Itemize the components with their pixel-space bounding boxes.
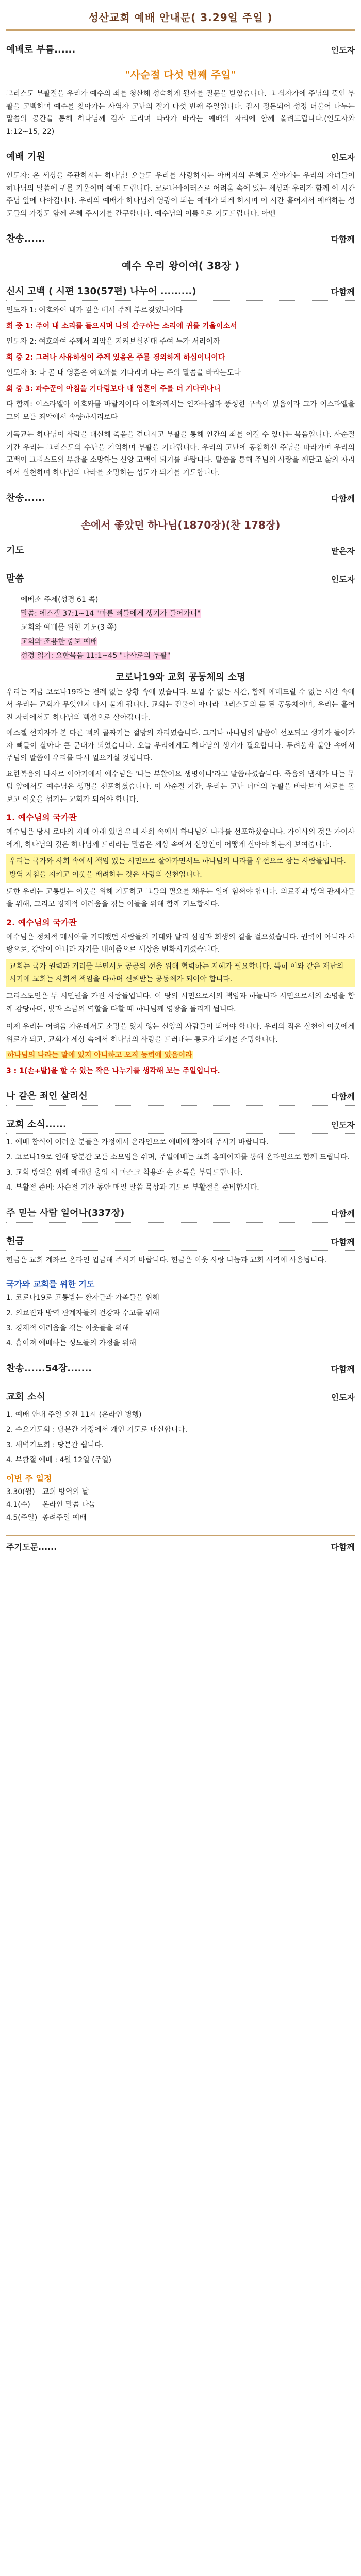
creed-title: 신시 고백 ( 시편 130(57편) 나누어 .........) xyxy=(6,286,196,297)
section-role: 다함께 xyxy=(331,287,355,297)
reading-item: 말씀: 에스겔 37:1~14 "마른 뼈들에게 생기가 들어가니" xyxy=(21,609,201,618)
section-title: 기도 xyxy=(6,545,24,556)
weekly-event: 교회 방역의 날 xyxy=(42,1487,89,1496)
closing-highlight: 하나님의 나라는 말에 있지 아니하고 오직 능력에 있음이라 xyxy=(7,1051,192,1060)
section-call xyxy=(6,42,355,138)
schedule-item: 3. 새벽기도회 : 당분간 쉽니다. xyxy=(6,1440,104,1449)
section-role: 다함께 xyxy=(331,1236,355,1247)
news-item: 1. 예배 참석이 어려운 분들은 가정에서 온라인으로 예배에 참여해 주시기 바랍니다. xyxy=(6,1138,269,1147)
sermon-paragraph: 에스겔 선지자가 본 마른 뼈의 골짜기는 절망의 자리였습니다. 그러나 하나님의 말씀이 선포되고 생기가 들어가자 뼈들이 살아나 큰 군대가 되었습니다. 오늘 우리에게도 하나님의 생기가 필요합니다. 두려움과 불안 속에서 주님의 말씀이 우리를 다시 일으키실 것입니다. xyxy=(6,729,355,763)
section-title: 말씀 xyxy=(6,573,24,584)
creed-line: 인도자 1: 여호와여 내가 깊은 데서 주께 부르짖었나이다 xyxy=(6,306,183,314)
section-hymn-e xyxy=(6,1361,355,1378)
section-role: 다함께 xyxy=(331,1364,355,1375)
point-paragraph: 또한 우리는 고통받는 이웃을 위해 기도하고 그들의 필요를 채우는 일에 힘써야 합니다. 의료진과 방역 관계자들을 위해, 그리고 경제적 어려움을 겪는 이들을 위해 함께 기도합시다. xyxy=(6,887,355,909)
section-role: 맡은자 xyxy=(331,546,355,556)
prayer-text: 인도자: 온 세상을 주관하시는 하나님! 오늘도 우리를 사랑하시는 아버지의 은혜로 살아가는 우리의 자녀들이 하나님의 말씀에 귀를 기울이며 예배 드립니다. 코로나바이러스로 어려움 속에 있는 세상과 우리가 함께 이 시간 주님 앞에 나아갑니다. 우리의 예배가 하나님께 영광이 되는 예배가 되게 하시며 이 시간 흩어져서 예배하는 성도들의 가정도 함께 은혜 주시기를 간구합니다. 예수님의 이름으로 기도드립니다. 아멘 xyxy=(6,172,355,218)
sermon-title: 코로나19와 교회 공동체의 소명 xyxy=(115,671,246,683)
weekly-event: 온라인 말씀 나눔 xyxy=(42,1501,96,1510)
vote-title: 국가와 교회를 위한 기도 xyxy=(6,1279,95,1290)
closing-quote: 이제 우리는 어려움 가운데서도 소망을 잃지 않는 신앙의 사람들이 되어야 합니다. 우리의 작은 실천이 이웃에게 위로가 되고, 교회가 세상 속에서 하나님의 사랑을 드러내는 통로가 되기를 소망합니다. xyxy=(6,1023,355,1044)
point-highlight: 우리는 국가와 사회 속에서 책임 있는 시민으로 살아가면서도 하나님의 나라를 우선으로 삼는 사람들입니다. 방역 지침을 지키고 이웃을 배려하는 것은 사랑의 실천입니다. xyxy=(6,854,355,882)
call-text: 그리스도 부활절을 우리가 예수의 죄를 청산해 성숙하게 될까를 질문을 받았습니다. 그 십자가에 주님의 뜻인 부활을 고백하며 예수를 찾아가는 사역자 고난의 절기 다섯 번째 주일입니다. 잠시 정돈되어 성정 더불어 나누는 말씀의 공간을 통해 하나님께 감사 드리며 따라가 바라는 예배의 자리에 함께 올려드립니다.(인도자와 1:12~15, 22) xyxy=(6,90,355,136)
creed-body: 기독교는 하나님이 사람을 대신해 죽음을 견디시고 부활을 통해 인간의 죄를 이길 수 있다는 복음입니다. 사순절 기간 우리는 그리스도의 수난을 기억하며 부활을 기다립니다. 우리의 고난에 동참하신 주님을 따라가며 우리의 고백이 그리스도의 부활을 소망하는 신앙 고백이 되기를 바랍니다. 말씀을 통해 주님의 사랑을 깨닫고 삶의 자리에서 실천하며 하나님의 나라를 소망하는 성도가 되기를 기도합니다. xyxy=(6,431,355,477)
section-role: 인도자 xyxy=(331,1393,355,1403)
section-praise2 xyxy=(6,490,355,532)
creed-line: 회 중 2: 그러나 사유하심이 주께 있음은 주를 경외하게 하심이니이다 xyxy=(6,353,225,362)
section-role: 인도자 xyxy=(331,574,355,584)
section-role: 인도자 xyxy=(331,1120,355,1130)
offering-text: 헌금은 교회 계좌로 온라인 입금해 주시기 바랍니다. 헌금은 이웃 사랑 나눔과 교회 사역에 사용됩니다. xyxy=(6,1256,327,1264)
vote-item: 2. 의료진과 방역 관계자들의 건강과 수고를 위해 xyxy=(6,1309,160,1317)
points2-title: 2. 예수님의 국가관 xyxy=(6,917,77,927)
point-highlight: 교회는 국가 권력과 거리를 두면서도 공공의 선을 위해 협력하는 지혜가 필요합니다. 특히 이와 같은 재난의 시기에 교회는 사회적 책임을 다하며 신뢰받는 공동체가 되어야 합니다. xyxy=(6,959,355,987)
weekly-title: 이번 주 일정 xyxy=(6,1473,52,1483)
creed-line: 인도자 3: 나 곧 내 영혼은 여호와를 기다리며 나는 주의 말씀을 바라는도다 xyxy=(6,369,241,377)
section-title: 예배 기원 xyxy=(6,151,45,162)
sermon-paragraph: 요한복음의 나사로 이야기에서 예수님은 '나는 부활이요 생명이니'라고 말씀하셨습니다. 죽음의 냄새가 나는 무덤 앞에서도 예수님은 생명을 선포하셨습니다. 이 사순절 기간, 우리는 고난 너머의 부활을 바라보며 서로를 돌보고 이웃을 섬기는 교회가 되어야 합니다. xyxy=(6,770,355,804)
section-offering xyxy=(6,1234,355,1267)
weekly-row xyxy=(6,1512,355,1524)
section-role: 인도자 xyxy=(331,45,355,55)
creed-lines xyxy=(6,304,355,423)
section-title: 교회 소식 xyxy=(6,1392,45,1403)
call-banner: "사순절 다섯 번째 주일" xyxy=(125,69,236,81)
section-prayer xyxy=(6,149,355,220)
section-title: 나 같은 죄인 살리신 xyxy=(6,1091,88,1102)
creed-line: 회 중 1: 주여 내 소리를 들으시며 나의 간구하는 소리에 귀를 기울이소서 xyxy=(6,321,237,330)
section-title: 찬송...... xyxy=(6,233,45,244)
sermon-paragraph: 우리는 지금 코로나19라는 전례 없는 상황 속에 있습니다. 모일 수 없는 시간, 함께 예배드릴 수 없는 시간 속에서 우리는 교회가 무엇인지 다시 묻게 됩니다. 교회는 건물이 아니라 그리스도의 몸 된 공동체이며, 우리는 흩어진 자리에서도 하나님의 백성으로 살아갑니다. xyxy=(6,688,355,722)
news-item: 2. 코로나19로 인해 당분간 모든 소모임은 쉬며, 주일예배는 교회 홈페이지를 통해 온라인으로 함께 드립니다. xyxy=(6,1153,350,1162)
praise-song: 손에서 좋았던 하나님(1870장)(찬 178장) xyxy=(80,519,281,531)
point-paragraph: 그리스도인은 두 시민권을 가진 사람들입니다. 이 땅의 시민으로서의 책임과 하늘나라 시민으로서의 소명을 함께 감당하며, 빛과 소금의 역할을 다할 때 하나님께 영광을 돌리게 됩니다. xyxy=(6,992,355,1013)
reading-item: 교회와 예배를 위한 기도(3 쪽) xyxy=(21,623,117,632)
weekly-row xyxy=(6,1486,355,1499)
bulletin-page xyxy=(6,0,355,1552)
section-bible xyxy=(6,571,355,1077)
weekly-event: 종려주일 예배 xyxy=(42,1514,87,1522)
section-role: 다함께 xyxy=(331,494,355,503)
vote-item: 1. 코로나19로 고통받는 환자들과 가족들을 위해 xyxy=(6,1294,159,1302)
news-item: 3. 교회 방역을 위해 예배당 출입 시 마스크 착용과 손 소독을 부탁드립니다. xyxy=(6,1168,243,1177)
section-offer xyxy=(6,543,355,560)
section-role: 다함께 xyxy=(331,1092,355,1102)
final-reflect: 3 : 1(손+발)을 할 수 있는 작은 나누기를 생각해 보는 주일입니다. xyxy=(6,1066,220,1075)
weekly-date: 4.1(수) xyxy=(6,1501,30,1510)
schedule-item: 2. 수요기도회 : 당분간 가정에서 개인 기도로 대신합니다. xyxy=(6,1426,188,1434)
section-role: 다함께 xyxy=(331,234,355,244)
point-paragraph: 예수님은 당시 로마의 지배 아래 있던 유대 사회 속에서 하나님의 나라를 선포하셨습니다. 가이사의 것은 가이사에게, 하나님의 것은 하나님께 드리라는 말씀은 세상 속에서 신앙인이 어떻게 살아야 하는지 보여줍니다. xyxy=(6,828,355,849)
weekly-row xyxy=(6,1499,355,1512)
section-creed xyxy=(6,284,355,479)
section-title: 헌금 xyxy=(6,1235,24,1247)
section-title: 주 믿는 사람 일어나(337장) xyxy=(6,1207,125,1218)
weekly-date: 3.30(월) xyxy=(6,1487,35,1496)
creed-line: 다 함께: 이스라엘아 여호와를 바랄지어다 여호와께서는 인자하심과 풍성한 구속이 있음이라 그가 이스라엘을 그의 모든 죄악에서 속량하시리로다 xyxy=(6,400,355,421)
section-title: 찬송......54장....... xyxy=(6,1363,92,1375)
reading-item: 교회와 조용한 중보 예배 xyxy=(21,637,97,646)
vote-item: 3. 경제적 어려움을 겪는 이웃들을 위해 xyxy=(6,1324,129,1332)
point-paragraph: 예수님은 정치적 메시아를 기대했던 사람들의 기대와 달리 섬김과 희생의 길을 걸으셨습니다. 권력이 아니라 사랑으로, 강압이 아니라 자기를 내어줌으로 세상을 변화시키셨습니다. xyxy=(6,933,355,954)
section-praise xyxy=(6,231,355,273)
section-hymn-d xyxy=(6,1206,355,1223)
section-hymn-c xyxy=(6,1089,355,1106)
section-title: 찬송...... xyxy=(6,493,45,503)
footer-right: 다함께 xyxy=(331,1541,355,1552)
footer-left: 주기도문...... xyxy=(6,1541,57,1552)
creed-line: 인도자 2: 여호와여 주께서 죄악을 지켜보실진대 주여 누가 서리이까 xyxy=(6,337,220,346)
creed-line: 회 중 3: 파수꾼이 아침을 기다림보다 내 영혼이 주를 더 기다리나니 xyxy=(6,384,221,393)
reading-item: 에베소 주제(성경 61 쪽) xyxy=(21,596,99,604)
schedule-item: 4. 부활절 예배 : 4월 12일 (주일) xyxy=(6,1455,112,1464)
weekly-date: 4.5(주일) xyxy=(6,1514,38,1522)
hymn-title: 예수 우리 왕이여( 38장 ) xyxy=(121,260,240,272)
news-item: 4. 부활절 준비: 사순절 기간 동안 매일 말씀 묵상과 기도로 부활절을 준비합시다. xyxy=(6,1183,259,1192)
points-title: 1. 예수님의 국가관 xyxy=(6,812,77,823)
section-title: 교회 소식...... xyxy=(6,1119,67,1130)
section-title: 예배로 부름...... xyxy=(6,44,76,55)
section-role: 다함께 xyxy=(331,1208,355,1218)
reading-list xyxy=(6,594,355,663)
page-title: 성산교회 예배 안내문( 3.29일 주일 ) xyxy=(6,3,355,31)
footer xyxy=(6,1535,355,1552)
section-role: 인도자 xyxy=(331,152,355,162)
section-vote xyxy=(6,1278,355,1350)
section-announce xyxy=(6,1117,355,1194)
vote-item: 4. 흩어져 예배하는 성도들의 가정을 위해 xyxy=(6,1339,136,1347)
reading-item: 성경 읽기: 요한복음 11:1~45 "나사로의 부활" xyxy=(21,651,171,660)
schedule-item: 1. 예배 안내 주일 오전 11시 (온라인 병행) xyxy=(6,1411,142,1419)
section-schedule xyxy=(6,1389,355,1524)
